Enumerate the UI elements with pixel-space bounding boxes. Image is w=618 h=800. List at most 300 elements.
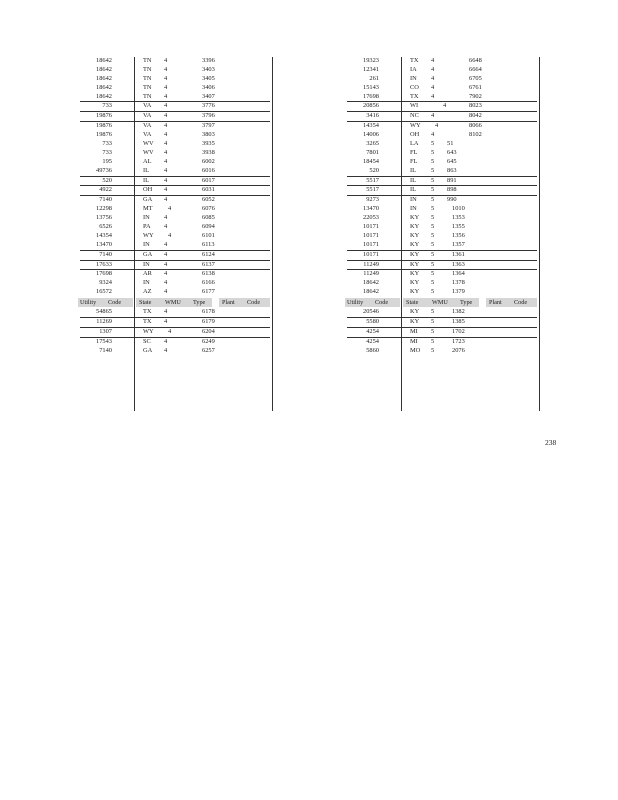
wmu-value: 4 xyxy=(431,131,435,139)
state-code: TN xyxy=(143,92,152,100)
header-label-code: Code xyxy=(108,299,122,307)
plant-code: 6648 xyxy=(469,57,482,64)
header-label-type: Type xyxy=(193,299,206,307)
right-table xyxy=(347,57,537,356)
state-code: AR xyxy=(143,270,152,278)
header-label-type: Type xyxy=(460,299,473,307)
utility-code: 3265 xyxy=(366,140,379,148)
table-row xyxy=(80,111,270,121)
state-code: IL xyxy=(410,186,417,194)
table-row xyxy=(80,308,270,317)
state-code: TN xyxy=(143,74,152,82)
utility-code: 19876 xyxy=(96,131,112,139)
state-code: IN xyxy=(410,74,417,82)
utility-code: 22053 xyxy=(363,214,379,222)
wmu-value: 4 xyxy=(164,260,168,268)
plant-code: 8102 xyxy=(469,131,482,139)
plant-code: 1379 xyxy=(452,288,465,296)
state-code: KY xyxy=(410,250,420,258)
wmu-value: 4 xyxy=(164,157,168,165)
wmu-value: 4 xyxy=(164,102,168,110)
wmu-value: 5 xyxy=(431,205,435,213)
header-label-utility: Utility xyxy=(80,299,97,307)
plant-code: 6761 xyxy=(469,83,482,91)
state-code: IA xyxy=(410,65,417,73)
state-code: IL xyxy=(143,176,150,184)
wmu-value: 4 xyxy=(431,92,435,100)
utility-code: 18642 xyxy=(96,83,112,91)
wmu-value: 5 xyxy=(431,337,435,345)
state-code: MI xyxy=(410,327,418,335)
table-row xyxy=(347,57,537,66)
wmu-value: 4 xyxy=(431,57,435,64)
wmu-value: 4 xyxy=(164,92,168,100)
utility-code: 14006 xyxy=(363,131,379,139)
utility-code: 19323 xyxy=(363,57,379,64)
table-row xyxy=(347,308,537,317)
table-row xyxy=(80,75,270,84)
table-row xyxy=(80,223,270,232)
utility-code: 195 xyxy=(102,157,112,165)
table-row xyxy=(80,195,270,205)
wmu-value: 4 xyxy=(164,112,168,120)
utility-code: 733 xyxy=(102,140,112,148)
state-code: TX xyxy=(143,318,152,326)
right-table-divider xyxy=(401,57,402,411)
utility-code: 520 xyxy=(369,166,379,174)
table-row xyxy=(347,131,537,140)
state-code: KY xyxy=(410,279,420,287)
table-row xyxy=(347,195,537,205)
state-code: FL xyxy=(410,148,418,156)
table-row xyxy=(80,250,270,260)
wmu-value: 4 xyxy=(164,308,168,316)
utility-code: 10171 xyxy=(363,250,379,258)
wmu-value: 5 xyxy=(431,166,435,174)
wmu-value: 4 xyxy=(164,122,168,130)
plant-code: 3797 xyxy=(202,122,215,130)
state-code: TN xyxy=(143,57,152,64)
plant-code: 6166 xyxy=(202,279,215,287)
wmu-value: 4 xyxy=(164,148,168,156)
utility-code: 20856 xyxy=(363,102,379,110)
table-row xyxy=(347,93,537,102)
table-row xyxy=(80,288,270,297)
plant-code: 1361 xyxy=(452,250,465,258)
left-table-header-cell xyxy=(78,298,133,307)
state-code: FL xyxy=(410,157,418,165)
utility-code: 17543 xyxy=(96,337,112,345)
utility-code: 12341 xyxy=(363,65,379,73)
plant-code: 1378 xyxy=(452,279,465,287)
utility-code: 54865 xyxy=(96,308,112,316)
wmu-value: 5 xyxy=(431,260,435,268)
state-code: TX xyxy=(410,57,419,64)
wmu-value: 4 xyxy=(431,83,435,91)
state-code: MI xyxy=(410,337,418,345)
table-row xyxy=(347,214,537,223)
left-table-header-row xyxy=(80,298,270,307)
state-code: GA xyxy=(143,346,153,354)
plant-code: 6204 xyxy=(202,327,215,335)
table-row xyxy=(347,260,537,270)
table-row xyxy=(347,288,537,297)
state-code: KY xyxy=(410,308,420,316)
utility-code: 14354 xyxy=(96,231,112,239)
table-row xyxy=(80,57,270,66)
table-row xyxy=(347,140,537,149)
state-code: GA xyxy=(143,250,153,258)
table-row xyxy=(347,223,537,232)
wmu-value: 4 xyxy=(164,196,168,204)
wmu-value: 5 xyxy=(431,318,435,326)
state-code: MT xyxy=(143,205,153,213)
plant-code: 8042 xyxy=(469,112,482,120)
utility-code: 18642 xyxy=(363,279,379,287)
state-code: IN xyxy=(410,205,417,213)
wmu-value: 4 xyxy=(164,186,168,194)
utility-code: 1307 xyxy=(99,327,112,335)
plant-code: 643 xyxy=(447,148,457,156)
utility-code: 9273 xyxy=(366,196,379,204)
utility-code: 520 xyxy=(102,176,112,184)
utility-code: 6526 xyxy=(99,223,112,231)
wmu-value: 4 xyxy=(431,74,435,82)
wmu-value: 4 xyxy=(164,74,168,82)
plant-code: 6002 xyxy=(202,157,215,165)
plant-code: 6137 xyxy=(202,260,215,268)
utility-code: 10171 xyxy=(363,240,379,248)
plant-code: 6177 xyxy=(202,288,215,296)
state-code: IN xyxy=(143,260,150,268)
right-table-header-cell xyxy=(345,298,400,307)
plant-code: 6705 xyxy=(469,74,482,82)
state-code: KY xyxy=(410,270,420,278)
state-code: KY xyxy=(410,231,420,239)
wmu-value: 4 xyxy=(435,122,439,130)
state-code: IN xyxy=(143,214,150,222)
plant-code: 3935 xyxy=(202,140,215,148)
wmu-value: 4 xyxy=(164,279,168,287)
utility-code: 5860 xyxy=(366,346,379,354)
state-code: IL xyxy=(410,166,417,174)
utility-code: 10171 xyxy=(363,231,379,239)
table-row xyxy=(80,337,270,347)
wmu-value: 4 xyxy=(431,112,435,120)
wmu-value: 5 xyxy=(431,176,435,184)
table-row xyxy=(80,101,270,111)
table-row xyxy=(347,347,537,356)
wmu-value: 5 xyxy=(431,270,435,278)
state-code: TN xyxy=(143,65,152,73)
plant-code: 51 xyxy=(447,140,454,148)
wmu-value: 4 xyxy=(164,270,168,278)
utility-code: 7140 xyxy=(99,196,112,204)
plant-code: 8066 xyxy=(469,122,482,130)
state-code: SC xyxy=(143,337,151,345)
utility-code: 7140 xyxy=(99,250,112,258)
state-code: KY xyxy=(410,223,420,231)
utility-code: 11269 xyxy=(96,318,112,326)
header-label-code: Code xyxy=(375,299,389,307)
plant-code: 3776 xyxy=(202,102,215,110)
plant-code: 1702 xyxy=(452,327,465,335)
table-row xyxy=(80,140,270,149)
plant-code: 891 xyxy=(447,176,457,184)
utility-code: 7801 xyxy=(366,148,379,156)
utility-code: 18642 xyxy=(96,74,112,82)
utility-code: 9324 xyxy=(99,279,112,287)
plant-code: 6249 xyxy=(202,337,215,345)
state-code: KY xyxy=(410,318,420,326)
plant-code: 1723 xyxy=(452,337,465,345)
utility-code: 4922 xyxy=(99,186,112,194)
plant-code: 3406 xyxy=(202,83,215,91)
table-row xyxy=(347,149,537,158)
utility-code: 12298 xyxy=(96,205,112,213)
plant-code: 1364 xyxy=(452,270,465,278)
plant-code: 1010 xyxy=(452,205,465,213)
table-row xyxy=(80,317,270,327)
state-code: IN xyxy=(143,240,150,248)
state-code: KY xyxy=(410,288,420,296)
state-code: WI xyxy=(410,102,419,110)
utility-code: 18642 xyxy=(96,65,112,73)
state-code: TX xyxy=(143,308,152,316)
state-code: TN xyxy=(143,83,152,91)
state-code: WY xyxy=(143,327,154,335)
wmu-value: 5 xyxy=(431,346,435,354)
table-row xyxy=(347,185,537,195)
header-label-utility: Utility xyxy=(347,299,364,307)
state-code: TX xyxy=(410,92,419,100)
table-row xyxy=(80,167,270,176)
table-row xyxy=(347,250,537,260)
wmu-value: 5 xyxy=(431,279,435,287)
wmu-value: 4 xyxy=(168,231,172,239)
utility-code: 733 xyxy=(102,102,112,110)
table-row xyxy=(347,158,537,167)
right-table-header-cell xyxy=(486,298,537,307)
plant-code: 7902 xyxy=(469,92,482,100)
wmu-value: 5 xyxy=(431,223,435,231)
plant-code: 2076 xyxy=(452,346,465,354)
utility-code: 13756 xyxy=(96,214,112,222)
wmu-value: 4 xyxy=(164,223,168,231)
utility-code: 16572 xyxy=(96,288,112,296)
table-row xyxy=(347,167,537,176)
wmu-value: 4 xyxy=(164,176,168,184)
left-table-header-cell xyxy=(136,298,212,307)
wmu-value: 5 xyxy=(431,140,435,148)
wmu-value: 5 xyxy=(431,240,435,248)
table-row xyxy=(347,205,537,214)
table-row xyxy=(347,232,537,241)
plant-code: 3405 xyxy=(202,74,215,82)
table-row xyxy=(80,279,270,288)
state-code: MO xyxy=(410,346,421,354)
plant-code: 6124 xyxy=(202,250,215,258)
right-table-header-row xyxy=(347,298,537,307)
plant-code: 6031 xyxy=(202,186,215,194)
table-row xyxy=(347,176,537,186)
wmu-value: 4 xyxy=(431,65,435,73)
table-row xyxy=(347,111,537,121)
wmu-value: 5 xyxy=(431,186,435,194)
state-code: IL xyxy=(410,176,417,184)
state-code: NC xyxy=(410,112,419,120)
plant-code: 863 xyxy=(447,166,457,174)
table-row xyxy=(80,185,270,195)
header-label-plant: Plant xyxy=(489,299,502,307)
plant-code: 1357 xyxy=(452,240,465,248)
utility-code: 4254 xyxy=(366,337,379,345)
header-label-plant-code: Code xyxy=(514,299,528,307)
utility-code: 733 xyxy=(102,148,112,156)
wmu-value: 5 xyxy=(431,214,435,222)
wmu-value: 4 xyxy=(164,65,168,73)
utility-code: 7140 xyxy=(99,346,112,354)
utility-code: 18642 xyxy=(363,288,379,296)
utility-code: 19876 xyxy=(96,122,112,130)
table-row xyxy=(80,121,270,131)
plant-code: 1382 xyxy=(452,308,465,316)
state-code: OH xyxy=(410,131,420,139)
wmu-value: 5 xyxy=(431,196,435,204)
utility-code: 15143 xyxy=(363,83,379,91)
left-table-right-border xyxy=(272,57,273,411)
state-code: VA xyxy=(143,131,152,139)
table-row xyxy=(80,241,270,250)
table-row xyxy=(80,149,270,158)
state-code: WY xyxy=(410,122,421,130)
header-label-wmu: WMU xyxy=(432,299,448,307)
plant-code: 1353 xyxy=(452,214,465,222)
wmu-value: 5 xyxy=(431,308,435,316)
wmu-value: 4 xyxy=(443,102,447,110)
table-row xyxy=(347,337,537,347)
state-code: PA xyxy=(143,223,151,231)
right-table-right-border xyxy=(539,57,540,411)
plant-code: 6094 xyxy=(202,223,215,231)
utility-code: 10171 xyxy=(363,223,379,231)
plant-code: 6257 xyxy=(202,346,215,354)
plant-code: 6052 xyxy=(202,196,215,204)
state-code: IN xyxy=(410,196,417,204)
state-code: KY xyxy=(410,240,420,248)
plant-code: 898 xyxy=(447,186,457,194)
right-table-header-cell xyxy=(403,298,479,307)
state-code: WV xyxy=(143,148,154,156)
table-row xyxy=(347,75,537,84)
left-table xyxy=(80,57,270,356)
plant-code: 3403 xyxy=(202,65,215,73)
plant-code: 8023 xyxy=(469,102,482,110)
table-row xyxy=(347,121,537,131)
header-label-state: State xyxy=(406,299,419,307)
plant-code: 3396 xyxy=(202,57,215,64)
utility-code: 11249 xyxy=(363,260,379,268)
header-label-plant-code: Code xyxy=(247,299,261,307)
table-row xyxy=(347,101,537,111)
state-code: AZ xyxy=(143,288,152,296)
wmu-value: 4 xyxy=(164,214,168,222)
utility-code: 11249 xyxy=(363,270,379,278)
table-row xyxy=(80,131,270,140)
utility-code: 18454 xyxy=(363,157,379,165)
wmu-value: 4 xyxy=(164,140,168,148)
plant-code: 6076 xyxy=(202,205,215,213)
utility-code: 14354 xyxy=(363,122,379,130)
table-row xyxy=(347,279,537,288)
plant-code: 3938 xyxy=(202,148,215,156)
utility-code: 18642 xyxy=(96,92,112,100)
plant-code: 1363 xyxy=(452,260,465,268)
state-code: VA xyxy=(143,102,152,110)
table-row xyxy=(80,93,270,102)
table-row xyxy=(347,327,537,337)
utility-code: 4254 xyxy=(366,327,379,335)
wmu-value: 4 xyxy=(164,318,168,326)
wmu-value: 4 xyxy=(164,83,168,91)
table-row xyxy=(80,84,270,93)
wmu-value: 5 xyxy=(431,231,435,239)
plant-code: 1356 xyxy=(452,231,465,239)
plant-code: 1385 xyxy=(452,318,465,326)
utility-code: 5517 xyxy=(366,176,379,184)
wmu-value: 5 xyxy=(431,288,435,296)
table-row xyxy=(80,327,270,337)
utility-code: 17633 xyxy=(96,260,112,268)
plant-code: 3803 xyxy=(202,131,215,139)
state-code: AL xyxy=(143,157,152,165)
utility-code: 261 xyxy=(369,74,379,82)
header-label-state: State xyxy=(139,299,152,307)
utility-code: 19876 xyxy=(96,112,112,120)
plant-code: 6016 xyxy=(202,166,215,174)
wmu-value: 4 xyxy=(164,57,168,64)
table-row xyxy=(347,317,537,327)
state-code: WV xyxy=(143,140,154,148)
table-row xyxy=(347,269,537,279)
plant-code: 6101 xyxy=(202,231,215,239)
table-row xyxy=(80,347,270,356)
state-code: WY xyxy=(143,231,154,239)
table-row xyxy=(80,214,270,223)
plant-code: 6138 xyxy=(202,270,215,278)
utility-code: 5517 xyxy=(366,186,379,194)
wmu-value: 4 xyxy=(168,327,172,335)
state-code: KY xyxy=(410,214,420,222)
left-table-header-cell xyxy=(219,298,270,307)
table-row xyxy=(80,269,270,279)
wmu-value: 5 xyxy=(431,148,435,156)
plant-code: 6178 xyxy=(202,308,215,316)
plant-code: 6179 xyxy=(202,318,215,326)
state-code: CO xyxy=(410,83,419,91)
plant-code: 645 xyxy=(447,157,457,165)
table-row xyxy=(80,66,270,75)
utility-code: 3416 xyxy=(366,112,379,120)
wmu-value: 4 xyxy=(164,250,168,258)
wmu-value: 4 xyxy=(164,131,168,139)
table-row xyxy=(80,232,270,241)
utility-code: 49736 xyxy=(96,166,112,174)
header-label-plant: Plant xyxy=(222,299,235,307)
utility-code: 13470 xyxy=(363,205,379,213)
table-row xyxy=(347,66,537,75)
plant-code: 990 xyxy=(447,196,457,204)
